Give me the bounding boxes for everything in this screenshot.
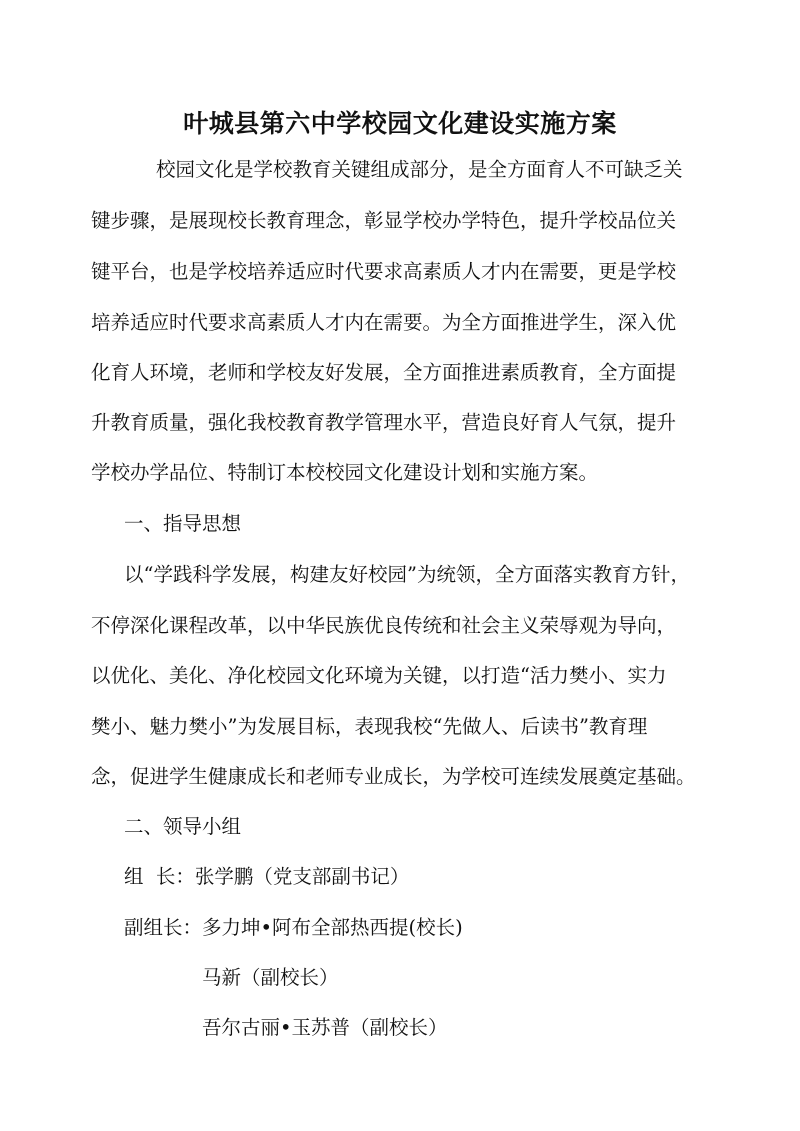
group-deputy-member: 吾尔古丽•玉苏普（副校长） (202, 1016, 448, 1039)
intro-line: 化育人环境，老师和学校友好发展，全方面推进素质教育，全方面提 (91, 361, 677, 384)
section1-line: 念，促进学生健康成长和老师专业成长，为学校可连续发展奠定基础。 (91, 765, 696, 788)
group-deputy: 副组长：多力坤•阿布全部热西提(校长) (124, 916, 463, 939)
section1-line: 以“学践科学发展，构建友好校园”为统领，全方面落实教育方针， (124, 563, 690, 586)
section1-line: 不停深化课程改革，以中华民族优良传统和社会主义荣辱观为导向， (91, 614, 677, 637)
section1-line: 以优化、美化、净化校园文化环境为关键，以打造“活力樊小、实力 (91, 664, 667, 687)
section-heading-leadership-group: 二、领导小组 (124, 815, 242, 838)
intro-line: 键平台，也是学校培养适应时代要求高素质人才内在需要，更是学校 (91, 260, 677, 283)
intro-line: 培养适应时代要求高素质人才内在需要。为全方面推进学生，深入优 (91, 311, 677, 334)
intro-line: 校园文化是学校教育关键组成部分，是全方面育人不可缺乏关 (156, 158, 683, 181)
group-leader: 组 长：张学鹏（党支部副书记） (124, 865, 410, 888)
group-deputy-member: 马新（副校长） (202, 966, 339, 989)
section1-line: 樊小、魅力樊小”为发展目标，表现我校“先做人、后读书”教育理 (91, 715, 648, 738)
section-heading-guiding-ideology: 一、指导思想 (124, 512, 242, 535)
intro-line: 升教育质量，强化我校教育教学管理水平，营造良好育人气氛，提升 (91, 411, 677, 434)
intro-line: 学校办学品位、特制订本校校园文化建设计划和实施方案。 (91, 461, 599, 484)
document-title: 叶城县第六中学校园文化建设实施方案 (183, 109, 617, 138)
intro-line: 键步骤，是展现校长教育理念，彰显学校办学特色，提升学校品位关 (91, 209, 677, 232)
